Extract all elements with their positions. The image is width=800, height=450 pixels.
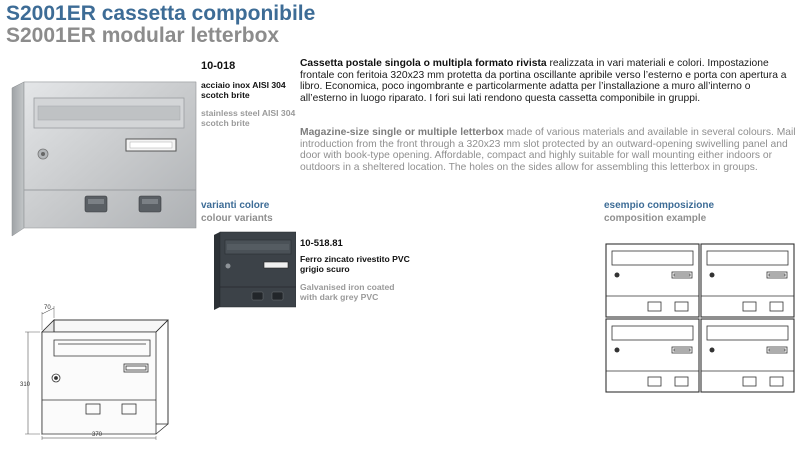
variants-heading-it: varianti colore [201,200,270,211]
product-photo [8,78,200,248]
variant-code: 10-518.81 [300,238,343,249]
product-code: 10-018 [201,60,236,72]
description-english [300,127,796,173]
dim-depth: 70 [44,305,51,311]
description-italian-body: realizzata in vari materiali e colori. Impostazione frontale con feritoia 320x23 mm protetta da portina oscillante apribile verso l’esterno e porta con apertura a libro. Economica, poco ingombrante e particolarmente adatta per l’installazione a muro all’interno o all’esterno in luogo riparato. I fori sui lati rendono questa cassetta componibile in gruppi. [300,58,787,104]
page-subtitle: S2001ER modular letterbox [6,24,280,47]
variants-heading-en: colour variants [201,213,273,224]
composition-drawing [604,240,796,396]
dimension-drawing [20,300,180,440]
description-italian-lead: Cassetta postale singola o multipla formato rivista [300,58,547,69]
product-material-it: acciaio inox AISI 304 scotch brite [201,80,286,100]
variant-material-en: Galvanised iron coated with dark grey PVC [300,282,395,302]
composition-heading-it: esempio composizione [604,200,715,211]
product-material-en: stainless steel AISI 304 scotch brite [201,108,296,128]
composition-heading-en: composition example [604,213,707,224]
dim-width: 370 [92,432,103,438]
dim-height: 310 [20,382,31,388]
description-italian [300,58,796,104]
description-english-lead: Magazine-size single or multiple letterbox [300,127,504,138]
description-english-body: made of various materials and available in several colours. Mail introduction from the front through a 320x23 mm slot protected by an outward-opening swivelling panel and door with book-type opening. Affordable, compact and highly suitable for wall mounting either indoors or outdoors in a sheltered location. The holes on the sides allow for assembling this letterbox in groups. [300,127,796,173]
variant-material-it: Ferro zincato rivestito PVC grigio scuro [300,254,410,274]
page-title: S2001ER cassetta componibile [6,2,316,25]
variant-photo [212,231,296,311]
